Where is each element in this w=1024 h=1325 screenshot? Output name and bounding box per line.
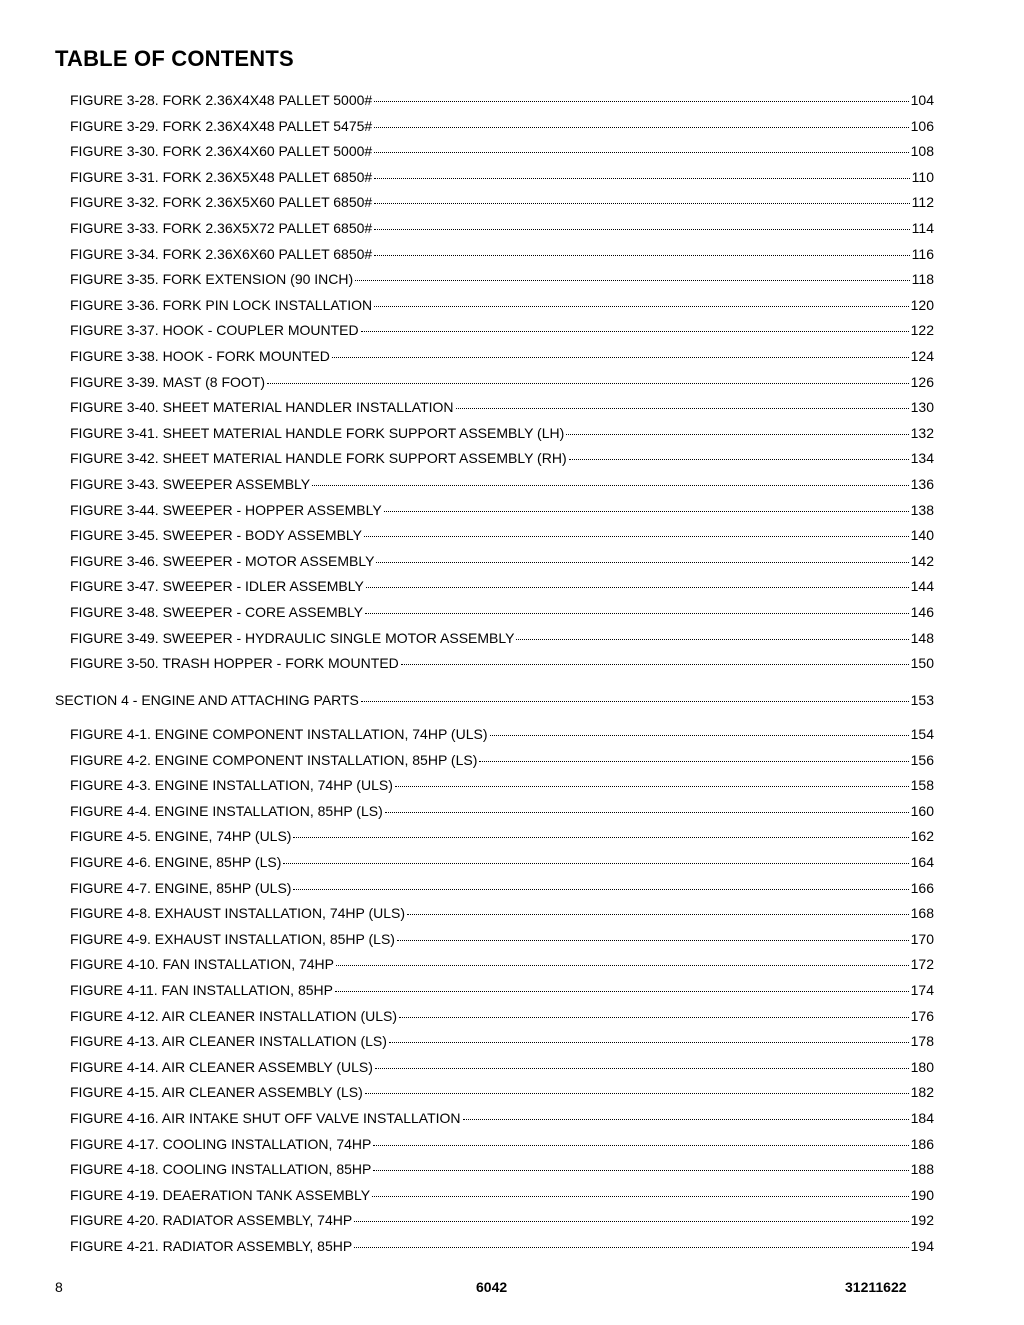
dot-leader (354, 1247, 908, 1248)
toc-entry-label: FIGURE 3-33. FORK 2.36X5X72 PALLET 6850# (70, 220, 373, 236)
toc-entry-label: FIGURE 3-32. FORK 2.36X5X60 PALLET 6850# (70, 194, 373, 211)
toc-entry-label: FIGURE 4-10. FAN INSTALLATION, 74HP (70, 956, 334, 973)
toc-entry-label: FIGURE 3-37. HOOK - COUPLER MOUNTED (70, 322, 359, 339)
footer-model: 6042 (476, 1279, 508, 1295)
dot-leader (372, 1196, 909, 1197)
toc-entry[interactable] (70, 245, 934, 263)
toc-entry-page: 194 (910, 1238, 934, 1254)
toc-entry-label: FIGURE 3-47. SWEEPER - IDLER ASSEMBLY (70, 578, 364, 595)
toc-entry-label: FIGURE 3-36. FORK PIN LOCK INSTALLATION (70, 296, 373, 313)
toc-entry[interactable] (70, 552, 934, 570)
toc-entry[interactable] (70, 424, 934, 442)
toc-entry-page: 148 (910, 629, 934, 646)
dot-leader (479, 761, 908, 762)
toc-entry-label: FIGURE 3-39. MAST (8 FOOT) (70, 373, 265, 390)
toc-entry-page: 122 (910, 322, 934, 339)
toc-entry-page: 104 (910, 92, 934, 108)
dot-leader (374, 178, 909, 179)
toc-entry[interactable] (70, 827, 934, 845)
toc-entry[interactable] (70, 1160, 934, 1178)
toc-entry-page: 116 (911, 245, 934, 262)
toc-entry-label: FIGURE 3-43. SWEEPER ASSEMBLY (70, 476, 311, 492)
toc-entry-page: 106 (910, 117, 934, 134)
dot-leader (354, 1221, 908, 1222)
toc-entry-label: FIGURE 3-30. FORK 2.36X4X60 PALLET 5000# (70, 143, 373, 160)
toc-entry-page: 114 (911, 220, 934, 236)
toc-entry-label: FIGURE 4-15. AIR CLEANER ASSEMBLY (LS) (70, 1084, 363, 1101)
footer-page-number: 8 (55, 1279, 63, 1295)
toc-entry-label: FIGURE 4-20. RADIATOR ASSEMBLY, 74HP (70, 1212, 353, 1229)
toc-entry[interactable] (70, 1058, 934, 1076)
toc-entry-page: 153 (910, 692, 934, 708)
toc-entry-page: 120 (910, 296, 934, 313)
dot-leader (407, 914, 909, 915)
toc-entry-page: 160 (910, 802, 934, 819)
toc-entry-page: 138 (910, 501, 934, 518)
toc-entry-page: 190 (910, 1186, 934, 1203)
toc-entry-page: 166 (910, 879, 934, 896)
dot-leader (364, 536, 909, 537)
toc-section-entry[interactable] (55, 691, 934, 709)
toc-entry[interactable] (70, 853, 934, 871)
toc-entry-page: 118 (911, 271, 934, 288)
toc-entry[interactable] (70, 321, 934, 339)
toc-entry-label: FIGURE 4-7. ENGINE, 85HP (ULS) (70, 879, 292, 896)
toc-entry-label: FIGURE 3-45. SWEEPER - BODY ASSEMBLY (70, 527, 363, 544)
toc-entry[interactable] (70, 981, 934, 999)
dot-leader (374, 152, 908, 153)
dot-leader (376, 562, 908, 563)
toc-entry[interactable] (70, 654, 934, 672)
toc-entry-label: FIGURE 3-28. FORK 2.36X4X48 PALLET 5000# (70, 92, 373, 108)
toc-entry-label: FIGURE 4-16. AIR INTAKE SHUT OFF VALVE INSTALLATION (70, 1110, 461, 1126)
toc-entry[interactable] (70, 117, 934, 135)
toc-entry-page: 186 (910, 1135, 934, 1152)
toc-entry-label: FIGURE 3-50. TRASH HOPPER - FORK MOUNTED (70, 655, 399, 672)
toc-entry-label: FIGURE 4-5. ENGINE, 74HP (ULS) (70, 828, 292, 845)
toc-entry-page: 162 (910, 828, 934, 845)
toc-entry[interactable] (70, 91, 934, 109)
toc-entry-label: FIGURE 3-46. SWEEPER - MOTOR ASSEMBLY (70, 552, 375, 569)
dot-leader (374, 255, 909, 256)
toc-entry-label: FIGURE 3-40. SHEET MATERIAL HANDLER INSTALLATION (70, 399, 454, 416)
toc-entry-label: FIGURE 4-14. AIR CLEANER ASSEMBLY (ULS) (70, 1058, 373, 1075)
dot-leader (283, 863, 908, 864)
toc-entry-page: 108 (910, 143, 934, 160)
dot-leader (401, 664, 909, 665)
toc-entry[interactable] (70, 373, 934, 391)
toc-entry[interactable] (70, 879, 934, 897)
toc-entry-page: 132 (910, 424, 934, 441)
toc-entry-label: FIGURE 4-21. RADIATOR ASSEMBLY, 85HP (70, 1238, 353, 1254)
toc-entry-label: SECTION 4 - ENGINE AND ATTACHING PARTS (55, 692, 359, 708)
toc-entry[interactable] (70, 142, 934, 160)
toc-entry[interactable] (70, 168, 934, 186)
toc-entry-label: FIGURE 4-4. ENGINE INSTALLATION, 85HP (LS) (70, 802, 383, 819)
toc-entry-page: 192 (910, 1212, 934, 1229)
dot-leader (566, 434, 908, 435)
toc-entry[interactable] (70, 398, 934, 416)
toc-entry-label: FIGURE 4-3. ENGINE INSTALLATION, 74HP (ULS) (70, 777, 393, 794)
toc-entry-label: FIGURE 3-48. SWEEPER - CORE ASSEMBLY (70, 604, 364, 620)
dot-leader (335, 991, 909, 992)
toc-entry[interactable] (70, 930, 934, 948)
toc-entry-page: 188 (910, 1161, 934, 1178)
toc-entry[interactable] (70, 904, 934, 922)
toc-entry[interactable] (70, 955, 934, 973)
toc-entry[interactable] (70, 347, 934, 365)
toc-entry-label: FIGURE 3-29. FORK 2.36X4X48 PALLET 5475# (70, 117, 373, 134)
dot-leader (375, 1068, 909, 1069)
dot-leader (355, 280, 910, 281)
dot-leader (361, 331, 909, 332)
toc-entry-label: FIGURE 3-42. SHEET MATERIAL HANDLE FORK SUPPORT ASSEMBLY (RH) (70, 450, 567, 467)
toc-entry-page: 126 (910, 373, 934, 390)
dot-leader (463, 1119, 909, 1120)
toc-entry-page: 124 (910, 348, 934, 364)
toc-entry-page: 182 (910, 1084, 934, 1101)
toc-entry-page: 134 (910, 450, 934, 467)
dot-leader (395, 786, 909, 787)
dot-leader (490, 735, 909, 736)
toc-entry[interactable] (70, 449, 934, 467)
toc-entry-label: FIGURE 3-35. FORK EXTENSION (90 INCH) (70, 271, 354, 288)
dot-leader (456, 408, 909, 409)
toc-entry-page: 164 (910, 854, 934, 870)
toc-entry-page: 174 (910, 982, 934, 998)
toc-entry[interactable] (70, 577, 934, 595)
toc-entry-page: 158 (910, 777, 934, 794)
dot-leader (397, 940, 909, 941)
dot-leader (373, 1145, 908, 1146)
toc-entry-page: 130 (910, 399, 934, 416)
toc-entry-label: FIGURE 4-1. ENGINE COMPONENT INSTALLATION, 74HP (ULS) (70, 726, 488, 742)
dot-leader (384, 511, 909, 512)
toc-entry-page: 112 (911, 194, 934, 211)
toc-entry[interactable] (70, 629, 934, 647)
dot-leader (374, 306, 909, 307)
toc-entry-page: 146 (910, 604, 934, 620)
toc-entry-page: 168 (910, 905, 934, 922)
toc-entry-label: FIGURE 4-8. EXHAUST INSTALLATION, 74HP (ULS) (70, 905, 406, 922)
toc-entry[interactable] (70, 296, 934, 314)
dot-leader (374, 101, 908, 102)
toc-entry[interactable] (70, 1135, 934, 1153)
dot-leader (332, 357, 909, 358)
dot-leader (361, 701, 909, 702)
toc-entry[interactable] (70, 1186, 934, 1204)
toc-entry[interactable] (70, 725, 934, 743)
toc-entry-label: FIGURE 4-12. AIR CLEANER INSTALLATION (ULS) (70, 1007, 398, 1024)
dot-leader (293, 837, 908, 838)
toc-entry-page: 142 (910, 552, 934, 569)
toc-entry[interactable] (70, 802, 934, 820)
toc-entry-page: 180 (910, 1058, 934, 1075)
dot-leader (365, 1093, 909, 1094)
toc-entry-label: FIGURE 4-17. COOLING INSTALLATION, 74HP (70, 1135, 372, 1152)
dot-leader (293, 889, 908, 890)
toc-entry-page: 110 (911, 168, 934, 185)
toc-entry[interactable] (70, 526, 934, 544)
toc-entry-label: FIGURE 3-31. FORK 2.36X5X48 PALLET 6850# (70, 168, 373, 185)
toc-entry[interactable] (70, 501, 934, 519)
toc-entry-page: 150 (910, 655, 934, 672)
toc-entry[interactable] (70, 475, 934, 493)
dot-leader (374, 203, 909, 204)
page-title: TABLE OF CONTENTS (55, 46, 294, 71)
toc-entry[interactable] (70, 751, 934, 769)
dot-leader (385, 812, 909, 813)
toc-entry[interactable] (70, 776, 934, 794)
toc-entry-page: 144 (910, 578, 934, 595)
dot-leader (373, 1170, 908, 1171)
dot-leader (569, 459, 909, 460)
toc-entry-page: 172 (910, 956, 934, 973)
dot-leader (389, 1042, 909, 1043)
toc-entry[interactable] (70, 193, 934, 211)
toc-entry-label: FIGURE 3-41. SHEET MATERIAL HANDLE FORK SUPPORT ASSEMBLY (LH) (70, 424, 565, 441)
toc-entry-label: FIGURE 4-6. ENGINE, 85HP (LS) (70, 854, 282, 870)
dot-leader (365, 613, 909, 614)
dot-leader (516, 639, 908, 640)
toc-entry-page: 170 (910, 930, 934, 947)
toc-entry[interactable] (70, 1237, 934, 1255)
toc-entry-page: 154 (910, 726, 934, 742)
dot-leader (374, 127, 908, 128)
toc-entry-page: 156 (910, 751, 934, 768)
dot-leader (336, 965, 909, 966)
dot-leader (374, 229, 909, 230)
toc-entry-label: FIGURE 3-49. SWEEPER - HYDRAULIC SINGLE MOTOR ASSEMBLY (70, 629, 515, 646)
dot-leader (366, 587, 909, 588)
toc-entry[interactable] (70, 1007, 934, 1025)
toc-entry[interactable] (70, 270, 934, 288)
dot-leader (312, 485, 908, 486)
toc-entry[interactable] (70, 1109, 934, 1127)
toc-entry[interactable] (70, 603, 934, 621)
footer-doc-number: 31211622 (845, 1279, 907, 1295)
toc-entry[interactable] (70, 1083, 934, 1101)
toc-entry-page: 140 (910, 527, 934, 544)
toc-entry-label: FIGURE 4-13. AIR CLEANER INSTALLATION (LS) (70, 1033, 387, 1050)
dot-leader (267, 383, 909, 384)
toc-entry[interactable] (70, 1032, 934, 1050)
toc-entry-page: 178 (910, 1033, 934, 1050)
toc-entry-label: FIGURE 4-11. FAN INSTALLATION, 85HP (70, 982, 333, 998)
toc-entry-label: FIGURE 3-38. HOOK - FORK MOUNTED (70, 348, 330, 364)
toc-entry-page: 176 (910, 1007, 934, 1024)
toc-entry-label: FIGURE 4-9. EXHAUST INSTALLATION, 85HP (LS) (70, 930, 395, 947)
toc-entry-label: FIGURE 3-44. SWEEPER - HOPPER ASSEMBLY (70, 501, 382, 518)
toc-entry-label: FIGURE 3-34. FORK 2.36X6X60 PALLET 6850# (70, 245, 373, 262)
dot-leader (399, 1017, 909, 1018)
toc-entry-label: FIGURE 4-18. COOLING INSTALLATION, 85HP (70, 1161, 372, 1178)
toc-entry-label: FIGURE 4-19. DEAERATION TANK ASSEMBLY (70, 1186, 371, 1203)
toc-entry-label: FIGURE 4-2. ENGINE COMPONENT INSTALLATION, 85HP (LS) (70, 751, 478, 768)
toc-entry-page: 184 (910, 1110, 934, 1126)
toc-entry[interactable] (70, 219, 934, 237)
toc-entry-page: 136 (910, 476, 934, 492)
toc-entry[interactable] (70, 1211, 934, 1229)
